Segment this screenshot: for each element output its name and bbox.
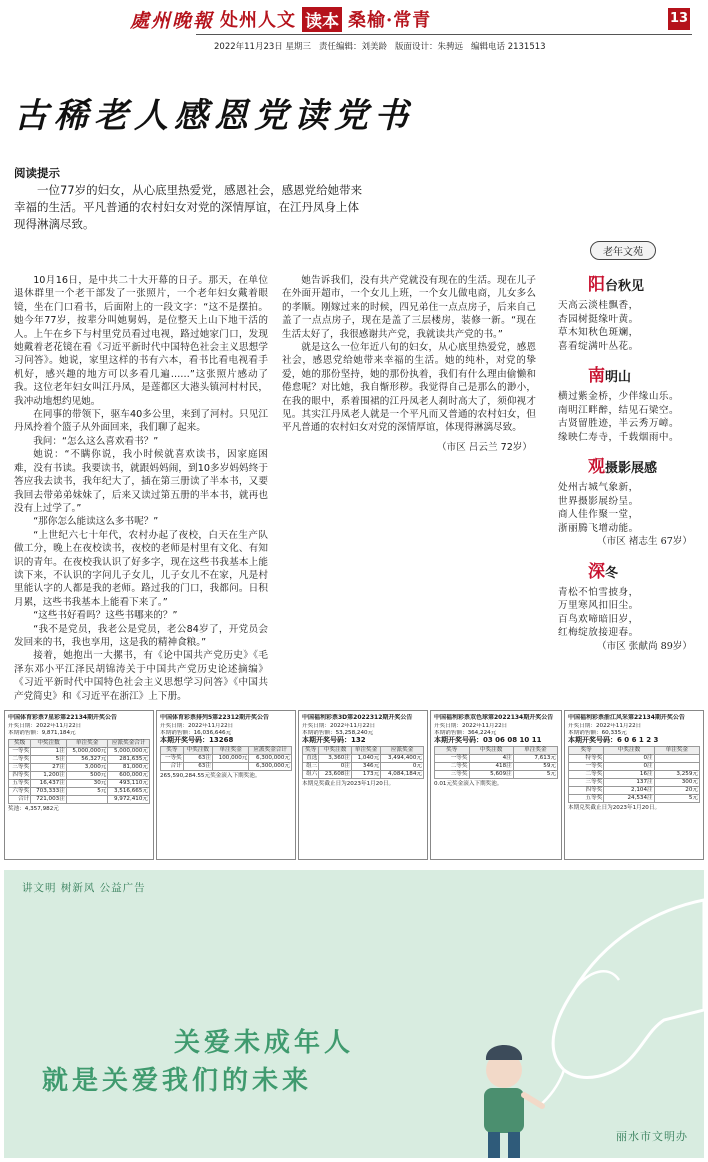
poem-line: 缘映仁寿寺，千载烟雨中。 — [558, 431, 680, 443]
lottery-header-cell: 应派奖金合计 — [249, 747, 292, 755]
lottery-meta: 开奖日期：2022年11月22日 — [434, 723, 508, 729]
lottery-row — [9, 788, 150, 796]
lottery-box — [564, 710, 704, 860]
lottery-cell: 6,300,000元 — [249, 763, 292, 771]
lottery-cell: 3,360注 — [319, 755, 352, 763]
lottery-header-cell: 单注奖金 — [654, 747, 699, 755]
lottery-winning-numbers: 本期开奖号码：6 0 6 1 2 3 — [568, 736, 659, 744]
lottery-table — [302, 746, 424, 779]
lottery-cell: 一等奖 — [9, 748, 31, 756]
masthead-divider — [196, 34, 692, 35]
lottery-header-cell: 中奖注数 — [319, 747, 352, 755]
poem-title — [588, 557, 698, 582]
hands-illustration — [374, 870, 704, 1158]
article-paragraph: 10月16日，是中共二十大开幕的日子。那天，在单位退休群里一个老干部发了一张照片，一个老年妇女戴着眼镜，坐在门口看书，后面附上的一段文字：“这不是摆拍。她今年77岁，按辈分叫她舅妈，是位整天上山下地干活的人。上午在乡下与村里党员看过电视，路过她家门口，发现她戴着老花镜在看《习近平新时代中国特色社会主义思想学习问答》。她说，家里这样的书有六本，看书比看电视看手机好，感兴趣的地方可以多看几遍……”这张照片感动了我。这位老年妇女叫江丹凤，是莲都区大港头镇河村村民，我冲动地想约见她。 — [14, 275, 268, 407]
lottery-meta: 开奖日期：2022年11月22日 — [302, 723, 376, 729]
section-box: 读本 — [302, 7, 342, 32]
lottery-cell: 一等奖 — [569, 763, 604, 771]
lottery-table — [8, 739, 150, 804]
poem-title-rest: 台秋见 — [605, 279, 645, 294]
lottery-cell: 24,534注 — [604, 795, 654, 803]
poem-title-initial: 深 — [588, 561, 605, 582]
lottery-cell: 6,300,000元 — [249, 755, 292, 763]
article-paragraph: “那你怎么能读这么多书呢？” — [33, 516, 159, 528]
lottery-box — [156, 710, 296, 860]
lottery-cell: 500元 — [66, 772, 108, 780]
poem-line: 青松不怕雪披身， — [558, 586, 639, 598]
lottery-cell: 1,040元 — [351, 755, 380, 763]
lottery-header-cell: 单注奖金 — [513, 747, 557, 755]
poem-line: 红梅绽放接迎春。 — [558, 627, 639, 638]
lottery-row — [569, 787, 700, 795]
article-paragraph: 她告诉我们，没有共产党就没有现在的生活。现在儿子在外面开超市，一个女儿上班，一个女儿做电商，儿女多么的孝顺。刚嫁过来的时候，四兄弟住一点点房子，后来自己盖了一点点房子，现在是盖了三层楼房，装修一新。“现在生活太好了，我很感谢共产党，我就读共产党的书。” — [282, 275, 536, 340]
editor: 责任编辑：刘美龄 — [318, 42, 387, 52]
lottery-cell: 600,000元 — [108, 772, 150, 780]
lottery-cell: 三等奖 — [9, 764, 31, 772]
lottery-row — [569, 779, 700, 787]
lottery-cell: 63注 — [183, 755, 212, 763]
article-body — [14, 274, 536, 704]
lottery-row — [303, 771, 424, 779]
lottery-cell: 346元 — [351, 763, 380, 771]
poem-line: 杏园树挺缘叶黄。 — [558, 313, 639, 325]
lottery-cell: 0注 — [604, 763, 654, 771]
lottery-row — [303, 755, 424, 763]
lottery-header-row — [569, 747, 700, 755]
lottery-cell: 0注 — [604, 755, 654, 763]
lottery-cell: 3,494,400元 — [381, 755, 424, 763]
lottery-cell: 418注 — [469, 763, 513, 771]
lottery-cell: 20元 — [654, 787, 699, 795]
lottery-cell: 组三 — [303, 763, 319, 771]
lottery-cell: 3,516,665元 — [108, 788, 150, 796]
lottery-cell — [654, 763, 699, 771]
lottery-winning-numbers: 本期开奖号码：13268 — [160, 736, 234, 744]
article-paragraph: 她说：“不瞒你说，我小时候就喜欢读书，因家庭困难，没有书读。我要读书，就跟妈妈闹，到10多岁妈妈终于答应我去读书，我年纪大了，插在第三册读了半本书，又要我回去带弟弟妹妹了，后来又读过第五册的半本书，就再也没有上过学了。” — [14, 449, 268, 514]
poem-title-rest: 冬 — [605, 565, 619, 581]
lottery-table — [434, 746, 558, 779]
poem — [548, 557, 698, 654]
lottery-row — [303, 763, 424, 771]
lottery-header-row — [161, 747, 292, 755]
poems-badge — [548, 238, 698, 262]
lottery-row — [435, 771, 558, 779]
poem-author: （市区 褚志生 67岁） — [596, 536, 692, 547]
poem-line: 万里寒风扣旧尘。 — [558, 600, 639, 611]
lottery-cell: 137注 — [604, 779, 654, 787]
lottery-cell: 81,000元 — [108, 764, 150, 772]
masthead — [0, 0, 708, 58]
poem-line: 横过紫金桥，少伴缘山乐。 — [558, 391, 680, 402]
article-paragraph: 接着，她抱出一大摞书，有《论中国共产党历史》《毛泽东邓小平江泽民胡锦涛关于中国共产党历史论述摘编》《习近平新时代中国特色社会主义思想学习问答》《中国共产党简史》和《习近平在浙江》上下册。 — [14, 650, 268, 702]
lottery-cell: 7,613元 — [513, 755, 557, 763]
poem-line: 浙丽腾飞增动能。 — [558, 522, 639, 534]
lottery-cell: 合计 — [9, 796, 31, 804]
poem-title-initial: 南 — [588, 366, 605, 386]
poem-line: 古贤留胜迹，半云秀万嶂。 — [558, 418, 680, 429]
poem — [548, 452, 698, 549]
poem-title-initial: 观 — [588, 457, 605, 477]
lottery-header-cell: 中奖注数 — [31, 740, 67, 748]
lottery-header-cell: 奖等 — [161, 747, 184, 755]
lottery-row — [9, 780, 150, 788]
issue-date: 2022年11月23日 星期三 — [214, 42, 311, 52]
poem-line: 处州古城气象新， — [558, 482, 639, 493]
ad-credit: 丽水市文明办 — [616, 1130, 688, 1143]
lottery-cell: 5,609注 — [469, 771, 513, 779]
poem-title-rest: 明山 — [605, 370, 632, 385]
lottery-header-cell: 中奖注数 — [183, 747, 212, 755]
lottery-row — [9, 764, 150, 772]
lottery-note: 265,590,284.55元奖金滚入下期奖池。 — [160, 773, 261, 779]
lottery-cell — [66, 796, 108, 804]
lottery-meta: 本期销售额：364,224元 — [434, 730, 497, 736]
article-headline: 古稀老人感恩党读党书 — [14, 96, 414, 136]
public-service-ad — [4, 870, 704, 1158]
poem-line: 天高云淡桂飘香， — [558, 300, 639, 311]
lottery-row — [9, 756, 150, 764]
lottery-row — [9, 772, 150, 780]
lottery-header-cell: 中奖注数 — [604, 747, 654, 755]
lottery-results — [4, 710, 704, 860]
lottery-cell: 100,000元 — [212, 755, 248, 763]
lottery-cell: 721,003注 — [31, 796, 67, 804]
lottery-cell: 一等奖 — [435, 755, 470, 763]
lottery-header-cell: 奖级 — [9, 740, 31, 748]
page-number: 13 — [668, 8, 690, 30]
lottery-row — [9, 796, 150, 804]
lottery-meta: 开奖日期：2022年11月22日 — [568, 723, 642, 729]
lottery-cell: 5元 — [513, 771, 557, 779]
lottery-cell: 二等奖 — [9, 756, 31, 764]
article-paragraph: “我不是党员，我老公是党员，老公84岁了，开党员会发回来的书，我也享用，这是我的精神食粮。” — [14, 623, 268, 648]
lottery-box — [4, 710, 154, 860]
lottery-cell: 493,110元 — [108, 780, 150, 788]
lottery-cell: 3,259元 — [654, 771, 699, 779]
ad-tag: 讲文明 树新风 公益广告 — [22, 882, 146, 894]
lottery-note: 本期兑奖截止日为2023年1月20日。 — [568, 805, 661, 811]
lottery-row — [569, 755, 700, 763]
intro-text: 一位77岁的妇女，从心底里热爱党，感恩社会，感恩党给她带来幸福的生活。平凡普通的农村妇女对党的深情厚谊，在江丹凤身上体现得淋漓尽致。 — [14, 183, 363, 231]
lottery-cell: 五等奖 — [569, 795, 604, 803]
lottery-cell: 5,000,000元 — [108, 748, 150, 756]
newspaper-brand: 處州晚報 — [130, 9, 215, 32]
poem-line: 百鸟欢啼暗旧岁， — [558, 613, 639, 625]
lottery-note: 奖池：4,357,982元 — [8, 806, 59, 812]
article-paragraph: “上世纪六七十年代，农村办起了夜校，白天在生产队做工分，晚上在夜校读书，夜校的老师是村里有文化、有知识的青年。在夜校我认识了好多字，现在这些书我基本上能读下来，不认识的字问儿子女儿，儿子女儿不在家，凡是村里能认字的人都是我的老师。路过我的门口，我都问。日积月累，这些书我基本上能看下来了。” — [14, 529, 268, 608]
lottery-row — [161, 763, 292, 771]
poem-title — [588, 452, 698, 477]
lottery-table — [160, 746, 292, 771]
poem-line: 商人佳作聚一堂， — [558, 509, 639, 520]
poems-badge-label: 老年文苑 — [590, 241, 656, 260]
lottery-title: 中国体育彩票排列5第22312期开奖公告 — [160, 714, 270, 721]
lottery-cell: 63注 — [183, 763, 212, 771]
ad-slogan-line1: 关爱未成年人 — [174, 1028, 355, 1058]
article-paragraph: 我问：“怎么这么喜欢看书？” — [33, 435, 159, 447]
poem-line: 世界摄影展纷呈。 — [558, 495, 639, 507]
lottery-cell: 2,104注 — [604, 787, 654, 795]
article-paragraph: 在同事的带领下，驱车40多公里，来到了河村。只见江丹凤拎着个篮子从外面回来，我们聊了起来。 — [14, 409, 268, 434]
poem-line: 南明江畔醉，结见石梁空。 — [558, 404, 680, 416]
lottery-box — [430, 710, 562, 860]
lottery-cell: 16注 — [604, 771, 654, 779]
lottery-cell: 四等奖 — [9, 772, 31, 780]
lottery-cell: 三等奖 — [435, 771, 470, 779]
lottery-cell: 5元 — [654, 795, 699, 803]
article-paragraph: “这些书好看吗？这些书哪来的？” — [33, 610, 178, 622]
lottery-cell: 3,000元 — [66, 764, 108, 772]
lottery-cell: 组六 — [303, 771, 319, 779]
article-byline: （市区 吕云兰 72岁） — [436, 441, 532, 453]
lottery-cell: 30元 — [66, 780, 108, 788]
lottery-cell: 0元 — [381, 763, 424, 771]
lottery-cell: 173元 — [351, 771, 380, 779]
lottery-cell: 4注 — [469, 755, 513, 763]
lottery-cell: 合计 — [161, 763, 184, 771]
column-name: 桑榆·常青 — [348, 10, 432, 31]
lottery-box — [298, 710, 428, 860]
lottery-header-cell: 奖等 — [569, 747, 604, 755]
lottery-cell: 四等奖 — [569, 787, 604, 795]
lottery-cell: 703,333注 — [31, 788, 67, 796]
poem-author: （市区 张献尚 89岁） — [596, 640, 692, 652]
lottery-cell: 六等奖 — [9, 788, 31, 796]
lottery-meta: 开奖日期：2022年11月22日 — [160, 723, 234, 729]
masthead-meta — [214, 40, 546, 52]
lottery-header-cell: 单注奖金 — [66, 740, 108, 748]
poem-title-initial: 阳 — [588, 275, 605, 295]
lottery-table — [568, 746, 700, 803]
lottery-meta: 本期销售额：16,036,646元 — [160, 730, 232, 736]
lottery-header-cell: 奖等 — [303, 747, 319, 755]
lottery-row — [435, 763, 558, 771]
lottery-header-row — [9, 740, 150, 748]
lottery-note: 本期兑奖截止日为2023年1月20日。 — [302, 781, 395, 787]
lottery-cell: 1,200注 — [31, 772, 67, 780]
lottery-cell: 二等奖 — [569, 771, 604, 779]
lottery-meta: 本期销售额：53,258,240元 — [302, 730, 374, 736]
lottery-cell: 16,437注 — [31, 780, 67, 788]
lottery-cell: 4,084,184元 — [381, 771, 424, 779]
lottery-meta: 本期销售额：60,335元 — [568, 730, 627, 736]
lottery-cell: 56,327元 — [66, 756, 108, 764]
lottery-cell — [212, 763, 248, 771]
lottery-cell: 特等奖 — [569, 755, 604, 763]
masthead-band — [130, 8, 692, 30]
lottery-row — [161, 755, 292, 763]
designer: 版面设计：朱骋远 — [394, 42, 463, 52]
article-paragraph: 就是这么一位年近八旬的妇女，从心底里热爱党，感恩社会，感恩党给她带来幸福的生活。她的纯朴，对党的挚爱，她的那份坚持，她的那份执着，我们有什么理由偷懒和倦怠呢？对比她，我自惭形秽。我觉得自己是那么的渺小，在我的眼中，系着围裙的江丹凤老人刹时高大了，须仰视才见。其实江丹凤老人就是一个平凡而又普通的农村妇女，但平凡普通的农村妇女对党的深情厚谊，体现得淋漓尽致。 — [282, 342, 536, 434]
poem-title-rest: 摄影展感 — [605, 461, 658, 476]
lottery-header-row — [435, 747, 558, 755]
lottery-row — [569, 771, 700, 779]
poems-list — [548, 270, 698, 653]
lottery-title: 中国福利彩票双色球第2022134期开奖公告 — [434, 714, 554, 721]
editor-phone: 编辑电话 2131513 — [471, 42, 546, 52]
lottery-cell: 二等奖 — [435, 763, 470, 771]
lottery-cell — [654, 755, 699, 763]
lottery-winning-numbers: 本期开奖号码：03 06 08 10 11 — [434, 736, 542, 744]
section-name: 处州人文 — [220, 10, 297, 31]
poem-line: 草木知秋色斑斓， — [558, 327, 639, 338]
lottery-cell: 直选 — [303, 755, 319, 763]
lottery-header-cell: 应派奖金合计 — [108, 740, 150, 748]
lottery-title: 中国体育彩票7星彩第22134期开奖公告 — [8, 714, 118, 721]
lottery-row — [569, 795, 700, 803]
lottery-cell: 三等奖 — [569, 779, 604, 787]
lottery-cell: 5,000,000元 — [66, 748, 108, 756]
lottery-header-cell: 单注奖金 — [212, 747, 248, 755]
lottery-row — [435, 755, 558, 763]
lottery-cell: 281,635元 — [108, 756, 150, 764]
lottery-cell: 9,972,410元 — [108, 796, 150, 804]
lottery-header-cell: 单注奖金 — [351, 747, 380, 755]
poems-sidebar — [548, 238, 698, 708]
intro-label: 阅读提示 — [14, 166, 60, 180]
ad-slogan-line2: 就是关爱我们的未来 — [42, 1066, 313, 1096]
lottery-title: 中国福利彩票浙江风采第22134期开奖公告 — [568, 714, 685, 721]
lottery-cell: 1注 — [31, 748, 67, 756]
poem-title — [588, 361, 698, 386]
lottery-cell: 一等奖 — [161, 755, 184, 763]
lottery-header-cell: 中奖注数 — [469, 747, 513, 755]
lottery-title: 中国福利彩票3D第2022312期开奖公告 — [302, 714, 413, 721]
lottery-cell: 59元 — [513, 763, 557, 771]
lottery-cell: 五等奖 — [9, 780, 31, 788]
lottery-cell: 300元 — [654, 779, 699, 787]
lottery-header-row — [303, 747, 424, 755]
lottery-row — [569, 763, 700, 771]
lottery-meta: 开奖日期：2022年11月22日 — [8, 723, 82, 729]
lottery-cell: 23,608注 — [319, 771, 352, 779]
lottery-cell: 0注 — [319, 763, 352, 771]
lottery-note: 0.01元奖金滚入下期奖池。 — [434, 781, 503, 787]
lottery-header-cell: 奖等 — [435, 747, 470, 755]
poem-line: 喜看绽满叶丛花。 — [558, 340, 639, 352]
lottery-cell: 27注 — [31, 764, 67, 772]
lottery-meta: 本期销售额：9,871,184元 — [8, 730, 76, 736]
poem — [548, 361, 698, 444]
lottery-header-cell: 应派奖金 — [381, 747, 424, 755]
child-body — [484, 1088, 524, 1133]
lottery-row — [9, 748, 150, 756]
poem — [548, 270, 698, 353]
lottery-cell: 5元 — [66, 788, 108, 796]
lottery-cell: 5注 — [31, 756, 67, 764]
poem-title — [588, 270, 698, 295]
lottery-winning-numbers: 本期开奖号码：132 — [302, 736, 366, 744]
